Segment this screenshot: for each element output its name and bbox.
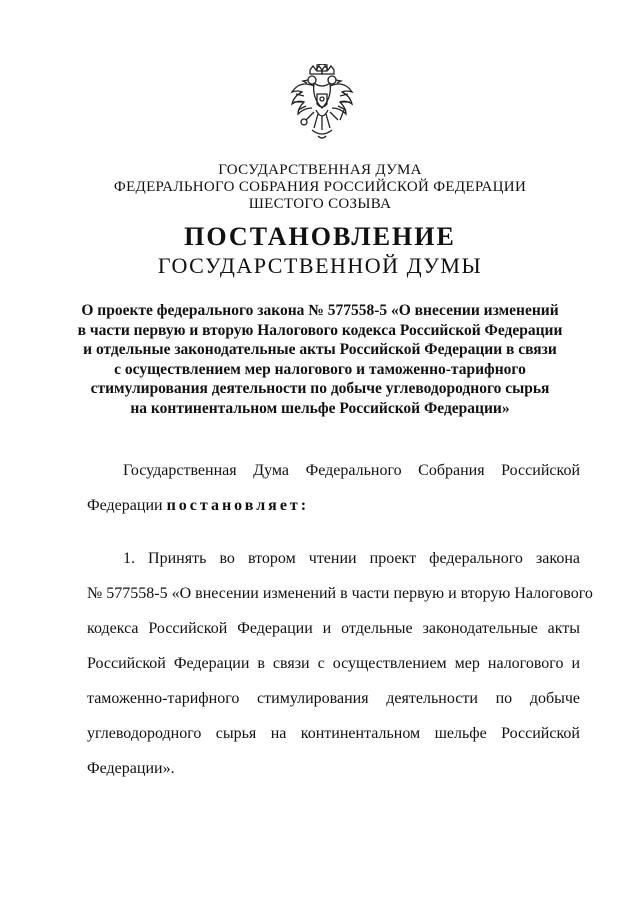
document-subject: [0, 301, 640, 418]
item1-line-1: 1. Принять во втором чтении проект федерального закона: [123, 550, 580, 567]
subject-line: стимулирования деятельности по добыче углеводородного сырья: [90, 380, 550, 397]
preamble-line-2-start: Федерации: [87, 497, 167, 514]
subject-line: на континентальном шельфе Российской Федерации»: [130, 399, 510, 417]
subject-line: О проекте федерального закона № 577558-5 «О внесении изменений: [81, 302, 559, 319]
preamble-line-2: [87, 497, 309, 515]
preamble-line-1: Государственная Дума Федерального Собрания Российской: [123, 462, 580, 479]
item1-line-4: Российской Федерации в связи с осуществлением мер налогового и: [87, 655, 580, 672]
item1-line-6: углеводородного сырья на континентальном шельфе Российской: [87, 725, 580, 742]
item1-line-7: Федерации».: [87, 760, 175, 777]
header-line-1: ГОСУДАРСТВЕННАЯ ДУМА: [218, 162, 422, 178]
header-line-3: ШЕСТОГО СОЗЫВА: [248, 196, 392, 212]
subject-line: с осуществлением мер налогового и таможенно-тарифного: [114, 360, 526, 378]
document-title: ПОСТАНОВЛЕНИЕ: [184, 222, 456, 251]
header-line-2: ФЕДЕРАЛЬНОГО СОБРАНИЯ РОССИЙСКОЙ ФЕДЕРАЦИИ: [113, 179, 527, 195]
subject-line: в части первую и вторую Налогового кодекса Российской Федерации: [77, 321, 563, 339]
document-subtitle: ГОСУДАРСТВЕННОЙ ДУМЫ: [157, 253, 483, 278]
item1-line-2: № 577558-5 «О внесении изменений в части первую и вторую Налогового: [87, 585, 593, 602]
item1-line-3: кодекса Российской Федерации и отдельные законодательные акты: [87, 620, 580, 637]
decree-verb: постановляет:: [166, 497, 310, 514]
russian-coat-of-arms-icon: [288, 64, 356, 146]
item1-line-5: таможенно-тарифного стимулирования деятельности по добыче: [87, 690, 580, 707]
subject-line: и отдельные законодательные акты Российской Федерации в связи: [83, 341, 557, 358]
